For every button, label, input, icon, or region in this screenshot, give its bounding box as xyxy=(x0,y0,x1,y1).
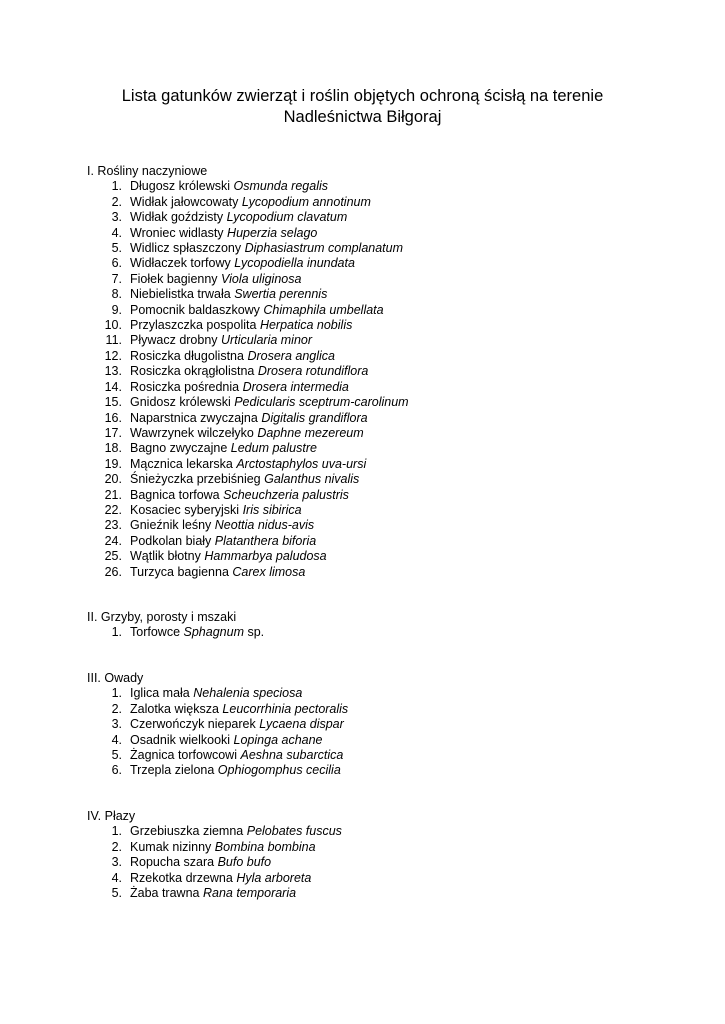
item-number: 13. xyxy=(104,364,122,379)
list-item xyxy=(87,364,687,379)
list-item xyxy=(87,534,687,549)
common-name: Rosiczka długolistna xyxy=(130,348,244,363)
title-line-1: Lista gatunków zwierząt i roślin objętych ochroną ścisłą na terenie xyxy=(121,87,604,105)
latin-name: Drosera rotundiflora xyxy=(257,364,369,379)
species-list xyxy=(87,179,687,580)
title-line-2: Nadleśnictwa Biłgoraj xyxy=(283,108,442,126)
item-number: 3. xyxy=(111,717,122,732)
list-item xyxy=(87,303,687,318)
item-number: 24. xyxy=(104,533,122,548)
item-number: 5. xyxy=(111,241,122,256)
latin-name: Hammarbya paludosa xyxy=(204,549,327,564)
list-item xyxy=(87,855,687,870)
item-number: 5. xyxy=(111,886,122,901)
list-item xyxy=(87,210,687,225)
latin-name: Platanthera biforia xyxy=(214,533,317,548)
list-item xyxy=(87,457,687,472)
item-number: 14. xyxy=(104,379,122,394)
item-number: 4. xyxy=(111,870,122,885)
item-number: 15. xyxy=(104,395,122,410)
latin-name: Osmunda regalis xyxy=(233,179,329,194)
list-item xyxy=(87,702,687,717)
list-item xyxy=(87,241,687,256)
item-number: 3. xyxy=(111,210,122,225)
item-number: 7. xyxy=(111,271,122,286)
latin-name: Pedicularis sceptrum-carolinum xyxy=(234,395,409,410)
common-name: Podkolan biały xyxy=(130,533,212,548)
latin-name: Aeshna subarctica xyxy=(240,748,344,763)
common-name: Gnieźnik leśny xyxy=(130,518,212,533)
list-item xyxy=(87,748,687,763)
list-item xyxy=(87,287,687,302)
latin-name: Daphne mezereum xyxy=(257,425,364,440)
latin-name: Lycopodiella inundata xyxy=(234,256,355,271)
latin-name: Lycaena dispar xyxy=(259,717,344,732)
list-item xyxy=(87,840,687,855)
list-item xyxy=(87,380,687,395)
common-name: Bagno zwyczajne xyxy=(130,441,228,456)
item-number: 21. xyxy=(104,487,122,502)
species-list xyxy=(87,686,687,778)
item-number: 5. xyxy=(111,748,122,763)
document-title xyxy=(0,86,725,128)
common-name: Mącznica lekarska xyxy=(130,456,233,471)
latin-name: Drosera anglica xyxy=(247,348,335,363)
item-number: 18. xyxy=(104,441,122,456)
common-name: Ropucha szara xyxy=(130,855,215,870)
latin-name: Digitalis grandiflora xyxy=(261,410,368,425)
common-name: Trzepla zielona xyxy=(130,763,215,778)
common-name: Widłak jałowcowaty xyxy=(130,194,239,209)
common-name: Kumak nizinny xyxy=(130,839,212,854)
latin-name: Lycopodium clavatum xyxy=(226,210,348,225)
list-item xyxy=(87,733,687,748)
item-number: 1. xyxy=(111,686,122,701)
item-number: 16. xyxy=(104,410,122,425)
common-name: Torfowce xyxy=(130,625,181,640)
common-name: Rzekotka drzewna xyxy=(130,870,233,885)
latin-name: Ophiogomphus cecilia xyxy=(217,763,341,778)
common-name: Widlicz spłaszczony xyxy=(130,241,242,256)
latin-name: Ledum palustre xyxy=(230,441,317,456)
item-number: 25. xyxy=(104,549,122,564)
list-item xyxy=(87,349,687,364)
latin-name: Rana temporaria xyxy=(202,886,297,901)
list-item xyxy=(87,411,687,426)
section-insects xyxy=(87,671,687,779)
latin-name: Pelobates fuscus xyxy=(246,824,342,839)
section-heading: III. Owady xyxy=(87,671,144,685)
item-number: 2. xyxy=(111,701,122,716)
item-number: 4. xyxy=(111,225,122,240)
species-list xyxy=(87,824,687,901)
section-amphibians xyxy=(87,809,687,901)
list-item xyxy=(87,871,687,886)
list-item xyxy=(87,226,687,241)
section-vascular-plants xyxy=(87,164,687,580)
section-heading: IV. Płazy xyxy=(87,809,136,823)
list-item xyxy=(87,686,687,701)
latin-name: Carex limosa xyxy=(232,564,306,579)
item-number: 22. xyxy=(104,502,122,517)
common-name: Bagnica torfowa xyxy=(130,487,220,502)
list-item xyxy=(87,717,687,732)
latin-name: Swertia perennis xyxy=(234,287,328,302)
item-number: 2. xyxy=(111,839,122,854)
common-name: Iglica mała xyxy=(130,686,190,701)
name-suffix: sp. xyxy=(247,625,265,640)
latin-name: Neottia nidus-avis xyxy=(214,518,315,533)
common-name: Grzebiuszka ziemna xyxy=(130,824,244,839)
common-name: Żaba trawna xyxy=(130,886,200,901)
list-item xyxy=(87,472,687,487)
section-fungi-lichens-mosses xyxy=(87,610,687,641)
list-item xyxy=(87,763,687,778)
species-list xyxy=(87,625,687,640)
list-item xyxy=(87,256,687,271)
common-name: Rosiczka pośrednia xyxy=(130,379,240,394)
list-item xyxy=(87,395,687,410)
list-item xyxy=(87,179,687,194)
latin-name: Iris sibirica xyxy=(242,502,302,517)
list-item xyxy=(87,426,687,441)
section-heading: II. Grzyby, porosty i mszaki xyxy=(87,610,237,624)
common-name: Turzyca bagienna xyxy=(130,564,229,579)
latin-name: Nehalenia speciosa xyxy=(193,686,303,701)
item-number: 17. xyxy=(104,425,122,440)
latin-name: Sphagnum xyxy=(183,625,244,640)
list-item xyxy=(87,318,687,333)
common-name: Wawrzynek wilczełyko xyxy=(130,425,254,440)
item-number: 1. xyxy=(111,824,122,839)
latin-name: Bufo bufo xyxy=(217,855,272,870)
item-number: 26. xyxy=(104,564,122,579)
latin-name: Galanthus nivalis xyxy=(264,472,360,487)
latin-name: Arctostaphylos uva-ursi xyxy=(236,456,367,471)
list-item xyxy=(87,518,687,533)
common-name: Gnidosz królewski xyxy=(130,395,231,410)
item-number: 11. xyxy=(105,333,122,348)
item-number: 4. xyxy=(111,732,122,747)
list-item xyxy=(87,625,687,640)
list-item xyxy=(87,195,687,210)
latin-name: Huperzia selago xyxy=(227,225,318,240)
latin-name: Diphasiastrum complanatum xyxy=(244,241,404,256)
list-item xyxy=(87,441,687,456)
common-name: Widłaczek torfowy xyxy=(130,256,231,271)
latin-name: Leucorrhinia pectoralis xyxy=(222,701,349,716)
item-number: 23. xyxy=(104,518,122,533)
list-item xyxy=(87,565,687,580)
latin-name: Hyla arboreta xyxy=(236,870,312,885)
item-number: 19. xyxy=(104,456,122,471)
common-name: Wroniec widlasty xyxy=(130,225,224,240)
latin-name: Herpatica nobilis xyxy=(259,318,353,333)
common-name: Osadnik wielkooki xyxy=(130,732,231,747)
item-number: 20. xyxy=(104,472,122,487)
common-name: Pływacz drobny xyxy=(130,333,218,348)
item-number: 10. xyxy=(104,318,122,333)
common-name: Zalotka większa xyxy=(130,701,219,716)
item-number: 6. xyxy=(111,763,122,778)
common-name: Żagnica torfowcowi xyxy=(130,748,237,763)
list-item xyxy=(87,333,687,348)
common-name: Czerwończyk nieparek xyxy=(130,717,256,732)
common-name: Rosiczka okrągłolistna xyxy=(130,364,255,379)
common-name: Przylaszczka pospolita xyxy=(130,318,257,333)
item-number: 9. xyxy=(111,302,122,317)
latin-name: Lycopodium annotinum xyxy=(241,194,371,209)
list-item xyxy=(87,824,687,839)
latin-name: Drosera intermedia xyxy=(242,379,349,394)
latin-name: Urticularia minor xyxy=(221,333,313,348)
list-item xyxy=(87,886,687,901)
list-item xyxy=(87,549,687,564)
common-name: Naparstnica zwyczajna xyxy=(130,410,258,425)
common-name: Niebielistka trwała xyxy=(130,287,231,302)
item-number: 1. xyxy=(111,625,122,640)
item-number: 6. xyxy=(111,256,122,271)
common-name: Śnieżyczka przebiśnieg xyxy=(130,472,261,487)
item-number: 8. xyxy=(111,287,122,302)
latin-name: Chimaphila umbellata xyxy=(263,302,384,317)
common-name: Wątlik błotny xyxy=(130,549,201,564)
latin-name: Scheuchzeria palustris xyxy=(223,487,349,502)
list-item xyxy=(87,503,687,518)
list-item xyxy=(87,488,687,503)
item-number: 2. xyxy=(111,194,122,209)
latin-name: Viola uliginosa xyxy=(221,271,302,286)
common-name: Fiołek bagienny xyxy=(130,271,218,286)
common-name: Pomocnik baldaszkowy xyxy=(130,302,260,317)
list-item xyxy=(87,272,687,287)
common-name: Widłak goździsty xyxy=(130,210,224,225)
item-number: 1. xyxy=(111,179,122,194)
common-name: Kosaciec syberyjski xyxy=(130,502,240,517)
latin-name: Lopinga achane xyxy=(233,732,323,747)
latin-name: Bombina bombina xyxy=(214,839,316,854)
item-number: 3. xyxy=(111,855,122,870)
common-name: Długosz królewski xyxy=(130,179,231,194)
section-heading: I. Rośliny naczyniowe xyxy=(87,164,208,178)
item-number: 12. xyxy=(104,348,122,363)
